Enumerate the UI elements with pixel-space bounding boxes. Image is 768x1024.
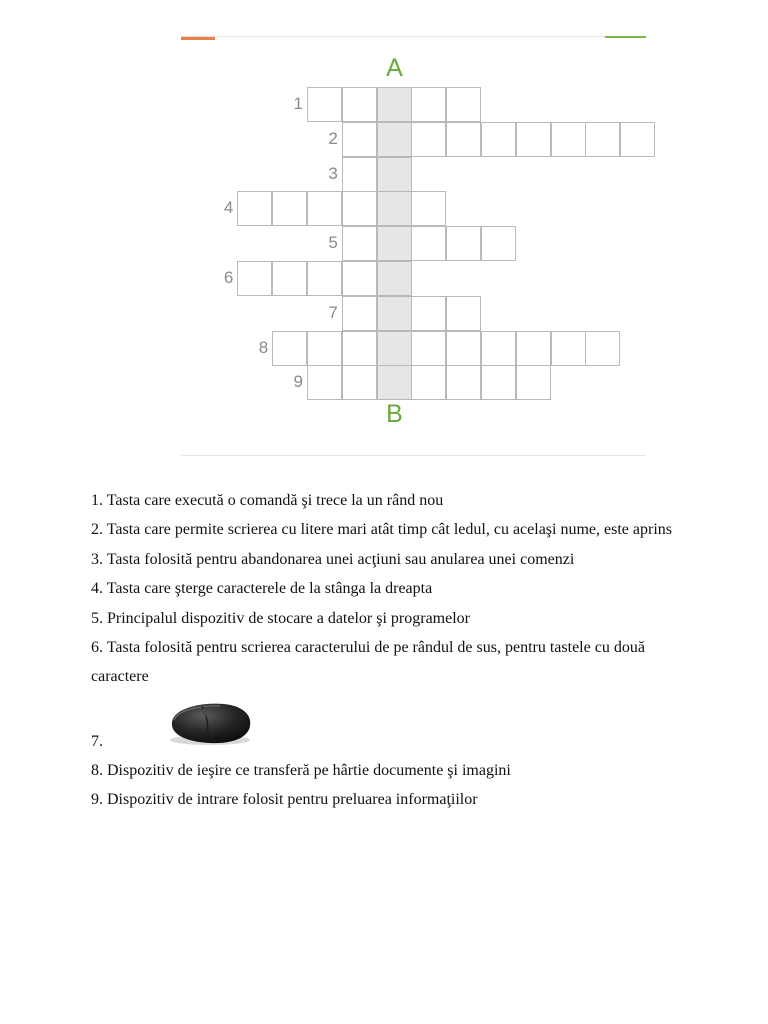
row-number-6: 6 — [223, 268, 234, 287]
crossword-cell-r9-c1[interactable] — [307, 365, 342, 400]
crossword-cell-r6-c4[interactable] — [342, 261, 377, 296]
crossword-cell-r6-c3[interactable] — [307, 261, 342, 296]
row-number-9: 9 — [293, 372, 303, 392]
crossword-cell-r9-c3[interactable] — [377, 365, 412, 400]
clue-item-4: 4. Tasta care şterge caracterele de la stânga la dreapta — [91, 580, 433, 598]
crossword-cell-r8-c9[interactable] — [551, 331, 586, 366]
crossword-cell-r9-c4[interactable] — [411, 365, 446, 400]
crossword-cell-r4-c2[interactable] — [272, 191, 307, 226]
row-number-8: 8 — [258, 337, 269, 357]
crossword-cell-r4-c3[interactable] — [307, 191, 342, 226]
crossword-cell-r2-c9[interactable] — [620, 122, 655, 157]
column-top-letter: A — [386, 54, 403, 82]
crossword-cell-r3-c2[interactable] — [377, 157, 412, 192]
clue-item-3: 3. Tasta folosită pentru abandonarea unei acţiuni sau anularea unei comenzi — [91, 550, 575, 568]
row-number-5: 5 — [328, 233, 338, 253]
crossword-cell-r8-c3[interactable] — [342, 331, 377, 366]
crossword-cell-r2-c6[interactable] — [516, 122, 551, 157]
crossword-cell-r5-c4[interactable] — [446, 226, 481, 261]
crossword-cell-r8-c5[interactable] — [411, 331, 446, 366]
crossword-cell-r1-c4[interactable] — [411, 87, 446, 122]
crossword-cell-r6-c2[interactable] — [272, 261, 307, 296]
crossword-cell-r8-c1[interactable] — [272, 331, 307, 366]
clue-item-2: 2. Tasta care permite scrierea cu litere mari atât timp cât ledul, cu acelaşi nume, este aprins — [91, 521, 672, 539]
crossword-cell-r2-c3[interactable] — [411, 122, 446, 157]
clue-item-1: 1. Tasta care execută o comandă şi trece la un rând nou — [91, 492, 444, 509]
crossword-cell-r8-c10[interactable] — [585, 331, 620, 366]
crossword-cell-r7-c1[interactable] — [342, 296, 377, 331]
computer-mouse-icon — [162, 700, 254, 748]
crossword-cell-r2-c1[interactable] — [342, 122, 377, 157]
crossword-cell-r9-c2[interactable] — [342, 365, 377, 400]
crossword-cell-r5-c3[interactable] — [411, 226, 446, 261]
clue-item-5: 5. Principalul dispozitiv de stocare a datelor şi programelor — [91, 609, 470, 627]
bottom-divider — [181, 455, 646, 456]
crossword-cell-r4-c1[interactable] — [237, 191, 272, 226]
crossword-cell-r7-c4[interactable] — [446, 296, 481, 331]
crossword-cell-r1-c2[interactable] — [342, 87, 377, 122]
crossword-cell-r8-c6[interactable] — [446, 331, 481, 366]
crossword-cell-r5-c1[interactable] — [342, 226, 377, 261]
clue-item-7 — [91, 696, 681, 756]
crossword-cell-r2-c7[interactable] — [551, 122, 586, 157]
clue-item-9: 9. Dispozitiv de intrare folosit pentru preluarea informaţiilor — [91, 791, 478, 809]
crossword-cell-r6-c5[interactable] — [377, 261, 412, 296]
crossword-cell-r3-c1[interactable] — [342, 157, 377, 192]
clue-item-6: 6. Tasta folosită pentru scrierea caracterului de pe rândul de sus, pentru tastele cu două caractere — [91, 639, 645, 686]
crossword-cell-r1-c3[interactable] — [377, 87, 412, 122]
crossword-cell-r5-c5[interactable] — [481, 226, 516, 261]
row-number-4: 4 — [223, 198, 234, 218]
row-number-2: 2 — [328, 128, 338, 148]
crossword-cell-r4-c6[interactable] — [411, 191, 446, 226]
crossword-cell-r7-c3[interactable] — [411, 296, 446, 331]
crossword-cell-r2-c2[interactable] — [377, 122, 412, 157]
crossword-cell-r6-c1[interactable] — [237, 261, 272, 296]
crossword-cell-r8-c4[interactable] — [377, 331, 412, 366]
crossword-cell-r9-c5[interactable] — [446, 365, 481, 400]
crossword-cell-r8-c8[interactable] — [516, 331, 551, 366]
column-bottom-letter: B — [386, 400, 403, 428]
crossword-cell-r9-c7[interactable] — [516, 365, 551, 400]
crossword-cell-r7-c2[interactable] — [377, 296, 412, 331]
crossword-cell-r4-c4[interactable] — [342, 191, 377, 226]
crossword-cell-r1-c1[interactable] — [307, 87, 342, 122]
crossword-cell-r8-c7[interactable] — [481, 331, 516, 366]
clue-item-8: 8. Dispozitiv de ieşire ce transferă pe hârtie documente şi imagini — [91, 761, 511, 779]
crossword-grid — [0, 0, 768, 460]
crossword-cell-r2-c5[interactable] — [481, 122, 516, 157]
crossword-cell-r5-c2[interactable] — [377, 226, 412, 261]
crossword-cell-r8-c2[interactable] — [307, 331, 342, 366]
row-number-3: 3 — [328, 163, 338, 183]
crossword-cell-r9-c6[interactable] — [481, 365, 516, 400]
crossword-cell-r1-c5[interactable] — [446, 87, 481, 122]
row-number-7: 7 — [328, 302, 338, 322]
clue-list — [91, 486, 681, 815]
crossword-cell-r2-c4[interactable] — [446, 122, 481, 157]
crossword-cell-r4-c5[interactable] — [377, 191, 412, 226]
clue-item-7-number: 7. — [91, 732, 103, 750]
row-number-1: 1 — [293, 94, 303, 113]
crossword-cell-r2-c8[interactable] — [585, 122, 620, 157]
